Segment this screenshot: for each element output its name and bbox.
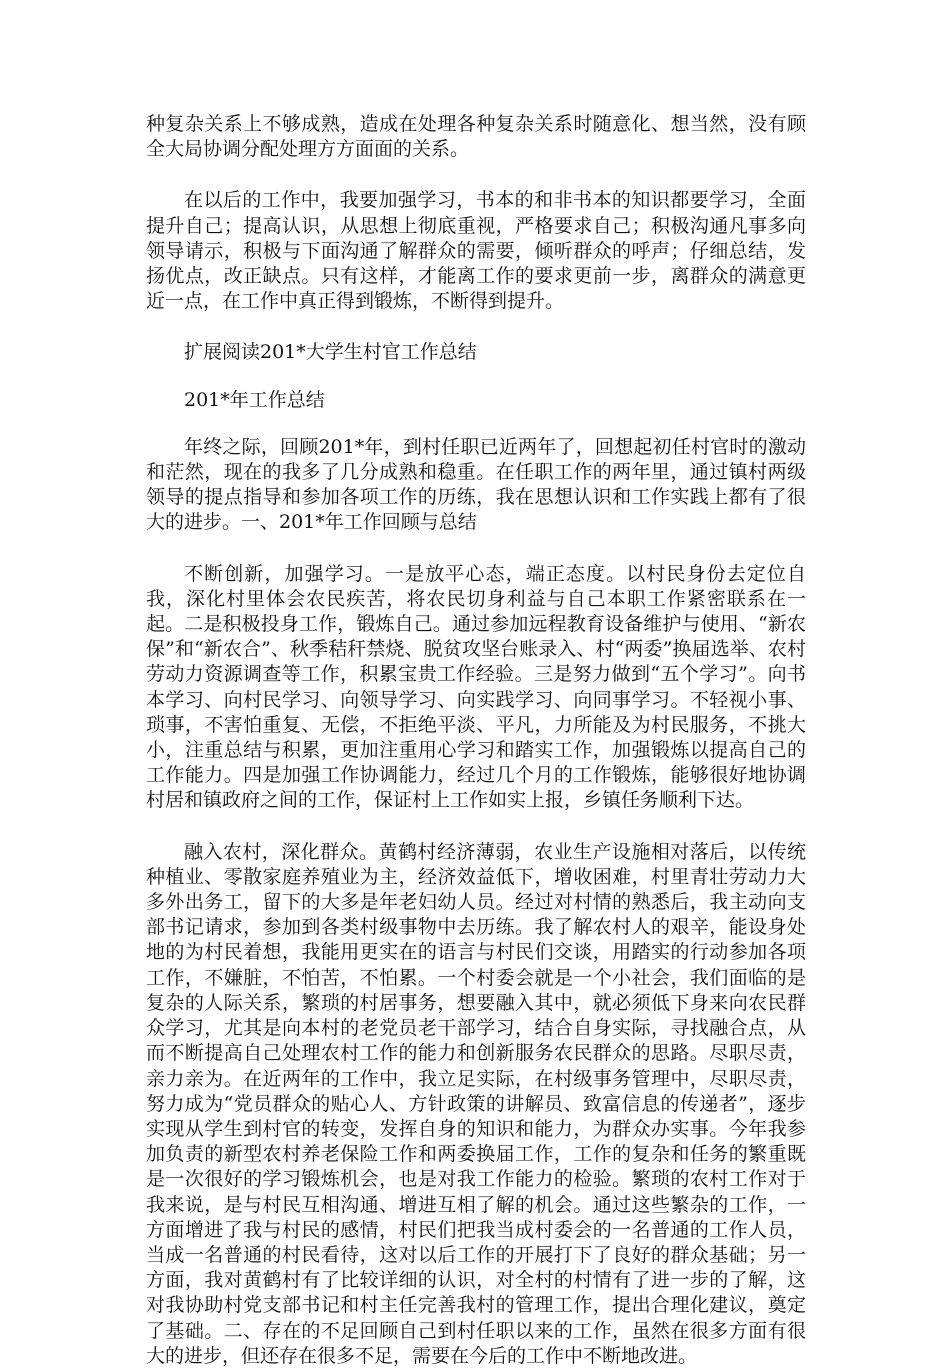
paragraph-innovation-learning: 不断创新，加强学习。一是放平心态，端正态度。以村民身份去定位自我，深化村里体会农民疾苦，将农民切身利益与自己本职工作紧密联系在一起。二是积极投身工作，锻炼自己。通过参加远程教育设备维护与使用、“新农保”和“新农合”、秋季秸秆禁烧、脱贫攻坚台账录入、村“两委”换届选举、农村劳动力资源调查等工作，积累宝贵工作经验。三是努力做到“五个学习”。向书本学习、向村民学习、向领导学习、向实践学习、向同事学习。不轻视小事、琐事，不害怕重复、无偿，不拒绝平淡、平凡，力所能及为村民服务，不挑大小，注重总结与积累，更加注重用心学习和踏实工作，加强锻炼以提高自己的工作能力。四是加强工作协调能力，经过几个月的工作锻炼，能够很好地协调村居和镇政府之间的工作，保证村上工作如实上报，乡镇任务顺利下达。 [146, 562, 806, 812]
document-body [146, 112, 806, 1369]
paragraph-continuation: 种复杂关系上不够成熟，造成在处理各种复杂关系时随意化、想当然，没有顾全大局协调分配处理方方面面的关系。 [146, 113, 806, 161]
paragraph-year-end-review: 年终之际，回顾201*年，到村任职已近两年了，回想起初任村官时的激动和茫然，现在的我多了几分成熟和稳重。在任职工作的两年里，通过镇村两级领导的提点指导和参加各项工作的历练，我在思想认识和工作实践上都有了很大的进步。一、201*年工作回顾与总结 [146, 435, 806, 534]
paragraph-improvement-plan: 在以后的工作中，我要加强学习，书本的和非书本的知识都要学习，全面提升自己；提高认识，从思想上彻底重视，严格要求自己；积极沟通凡事多向领导请示，积极与下面沟通了解群众的需要，倾听群众的呼声；仔细总结，发扬优点，改正缺点。只有这样，才能离工作的要求更前一步，离群众的满意更近一点，在工作中真正得到锻炼，不断得到提升。 [146, 189, 806, 313]
heading-annual-summary: 201*年工作总结 [184, 388, 325, 411]
heading-extended-reading: 扩展阅读201*大学生村官工作总结 [184, 341, 477, 364]
paragraph-integrate-village: 融入农村，深化群众。黄鹤村经济薄弱，农业生产设施相对落后，以传统种植业、零散家庭养殖业为主，经济效益低下，增收困难，村里青壮劳动力大多外出务工，留下的大多是年老妇幼人员。经过对村情的熟悉后，我主动向支部书记请求，参加到各类村级事物中去历练。我了解农村人的艰辛，能设身处地的为村民着想，我能用更实在的语言与村民们交谈，用踏实的行动参加各项工作，不嫌脏，不怕苦，不怕累。一个村委会就是一个小社会，我们面临的是复杂的人际关系，繁琐的村居事务，想要融入其中，就必须低下身来向农民群众学习，尤其是向本村的老党员老干部学习，结合自身实际，寻找融合点，从而不断提高自己处理农村工作的能力和创新服务农民群众的思路。尽职尽责，亲力亲为。在近两年的工作中，我立足实际，在村级事务管理中，尽职尽责，努力成为“党员群众的贴心人、方针政策的讲解员、致富信息的传递者”，逐步实现从学生到村官的转变，发挥自身的知识和能力，为群众办实事。今年我参加负责的新型农村养老保险工作和两委换届工作，工作的复杂和任务的繁重既是一次很好的学习锻炼机会，也是对我工作能力的检验。繁琐的农村工作对于我来说，是与村民互相沟通、增进互相了解的机会。通过这些繁杂的工作，一方面增进了我与村民的感情，村民们把我当成村委会的一名普通的工作人员，当成一名普通的村民看待，这对以后工作的开展打下了良好的群众基础；另一方面，我对黄鹤村有了比较详细的认识，对全村的村情有了进一步的了解，这对我协助村党支部书记和村主任完善我村的管理工作，提出合理化建议，奠定了基础。二、存在的不足回顾自己到村任职以来的工作，虽然在很多方面有很大的进步，但还存在很多不足，需要在今后的工作中不断地改进。 [146, 840, 806, 1367]
